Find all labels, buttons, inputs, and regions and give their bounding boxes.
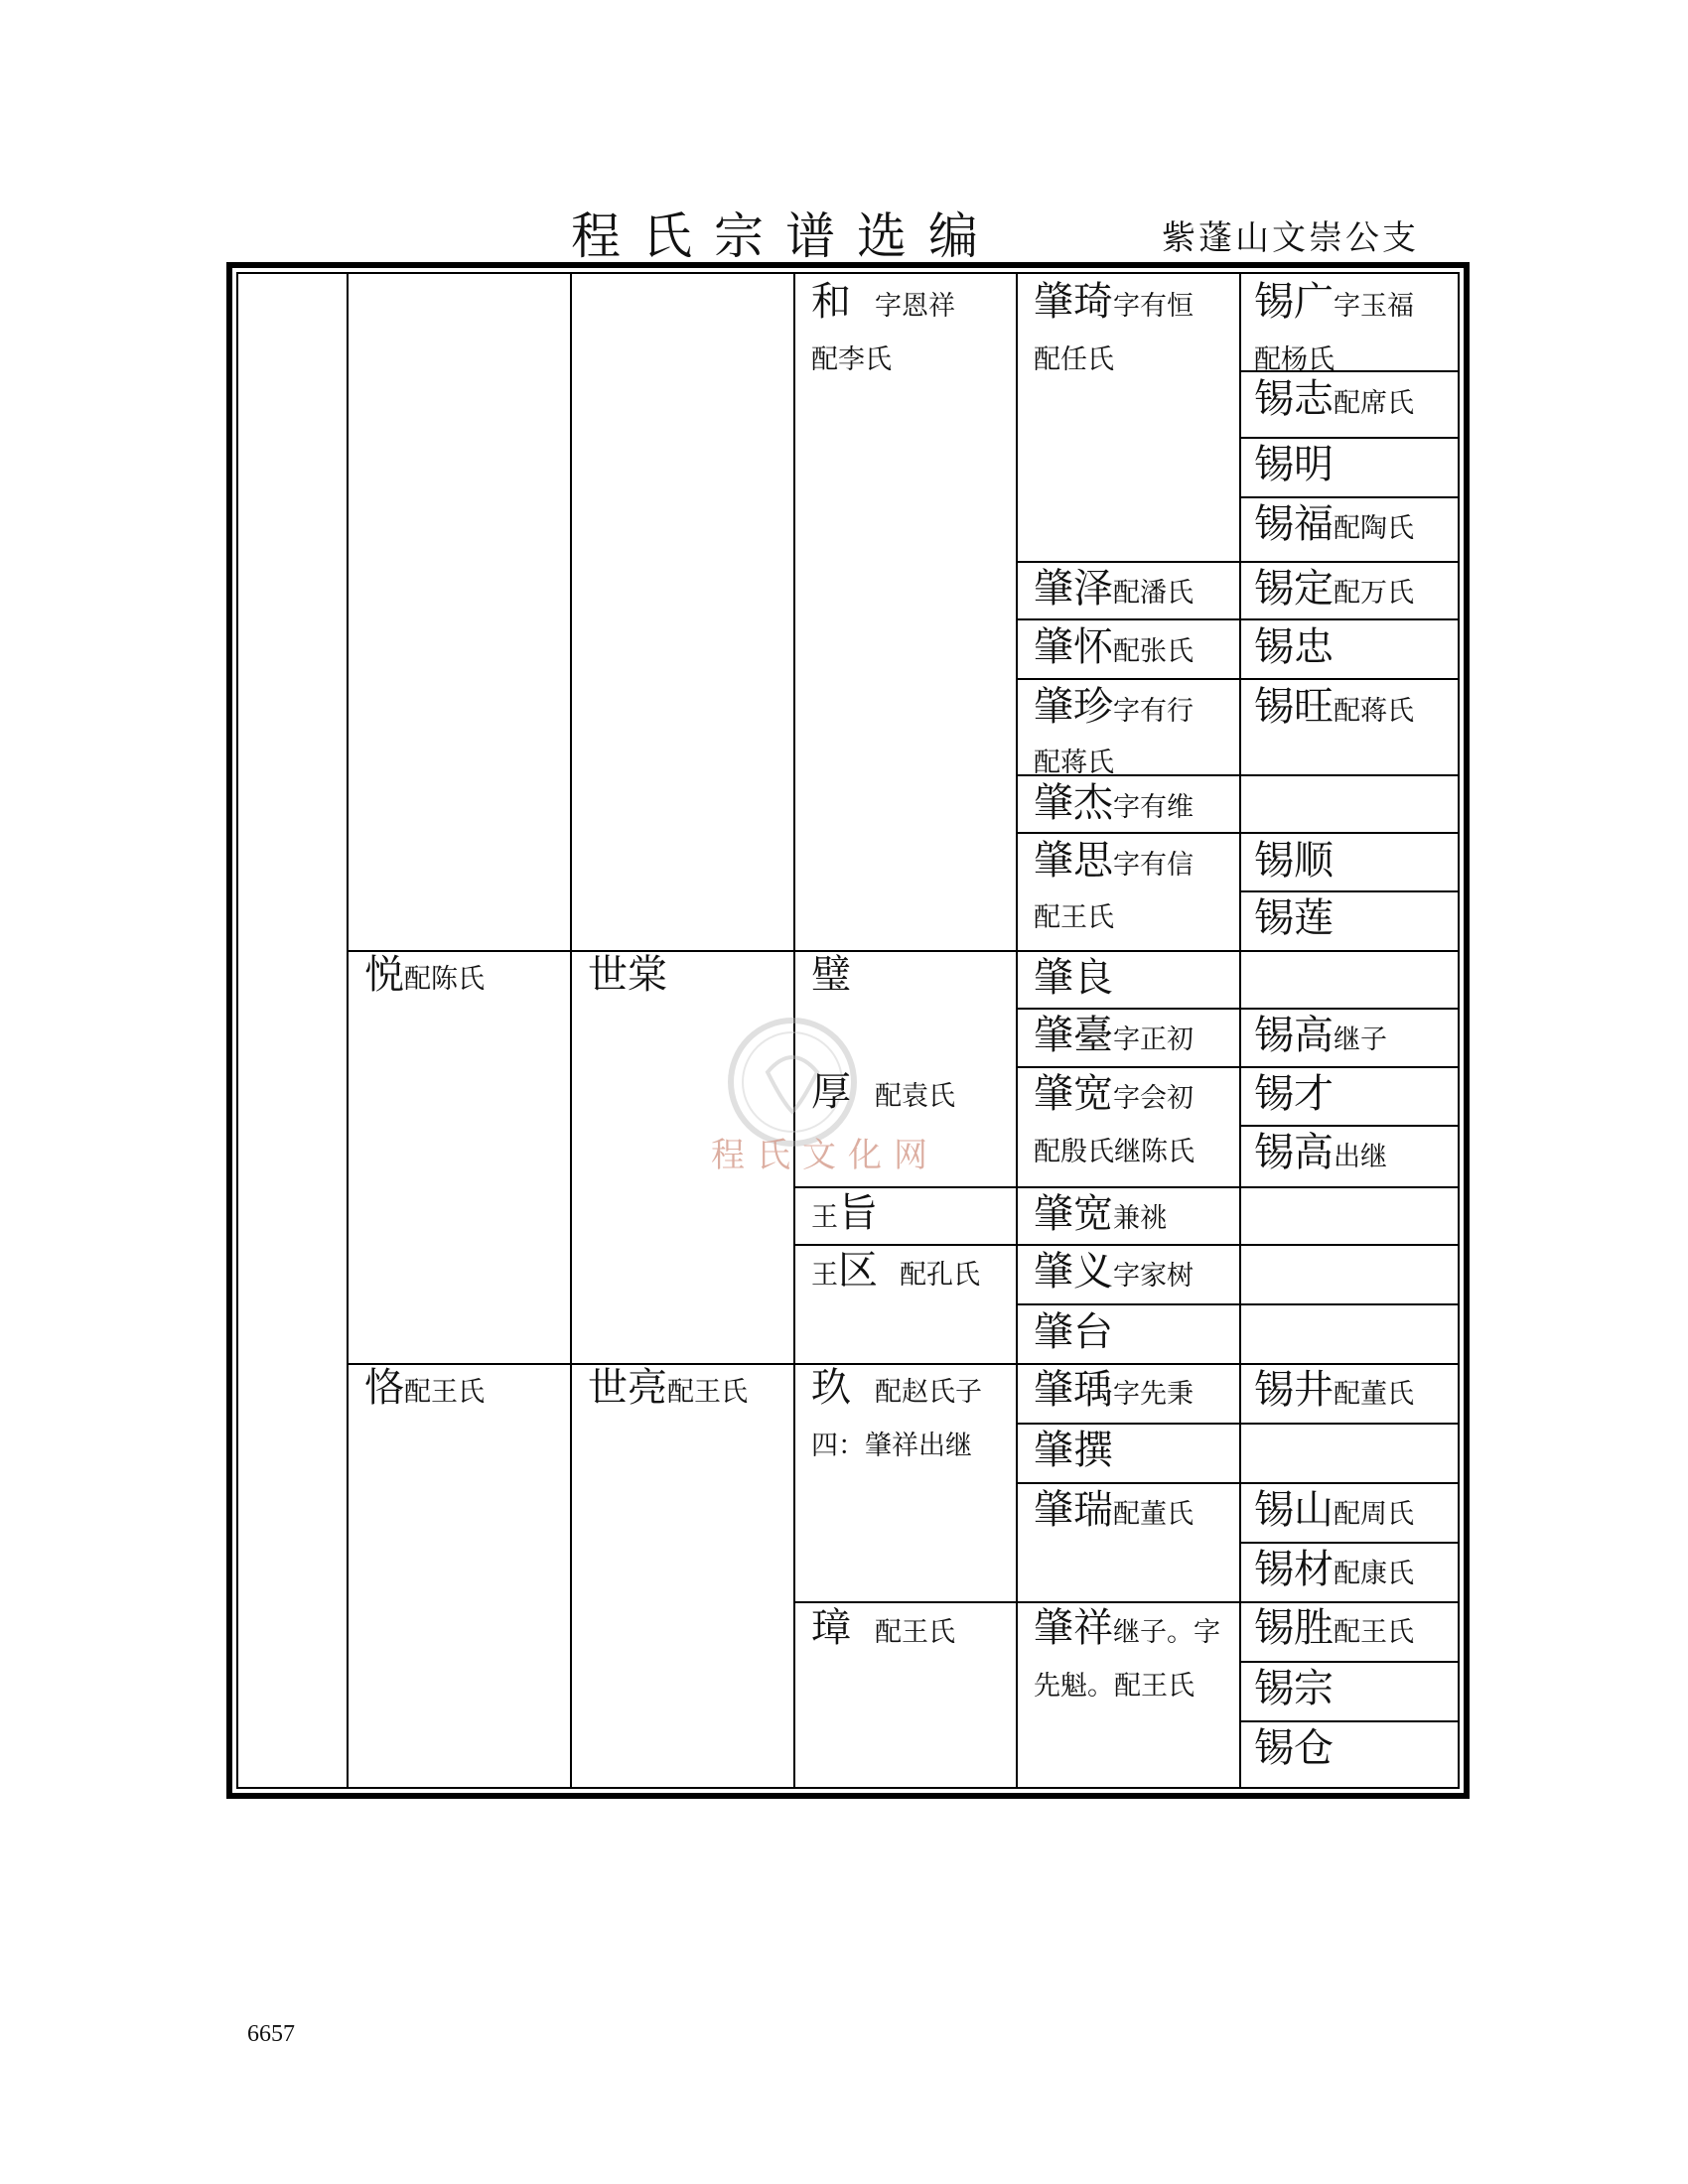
row-divider	[1016, 1303, 1460, 1305]
person-note: 四：肇祥出继	[811, 1431, 972, 1461]
person-xiding	[1254, 566, 1414, 612]
person-xizhi	[1254, 376, 1414, 422]
person-note: 字会初	[1113, 1083, 1194, 1114]
person-xigao1	[1254, 1013, 1387, 1058]
column-divider	[1016, 272, 1018, 1789]
person-note: 字先秉	[1113, 1379, 1194, 1410]
person-xilian	[1254, 895, 1334, 941]
person-note: 配王氏	[1334, 1617, 1414, 1648]
person-xiwang	[1254, 684, 1414, 730]
person-note: 字玉福	[1334, 291, 1414, 322]
person-xicang	[1254, 1725, 1334, 1771]
page-subtitle: 紫蓬山文崇公支	[1162, 218, 1419, 258]
person-xizhong	[1254, 624, 1334, 670]
person-jiu	[811, 1365, 982, 1411]
column-divider	[570, 272, 572, 1789]
person-name: 锡忠	[1254, 624, 1334, 670]
person-zhaoyi	[1034, 1249, 1194, 1295]
person-name: 肇杰	[1034, 780, 1113, 826]
person-name: 世亮	[588, 1365, 667, 1411]
person-xijing	[1254, 1367, 1414, 1413]
person-name: 锡仓	[1254, 1725, 1334, 1771]
person-yue	[364, 952, 485, 998]
person-note: 字有信	[1113, 850, 1194, 881]
person-name: 玖	[811, 1365, 851, 1411]
person-name: 锡顺	[1254, 838, 1334, 884]
row-divider	[347, 1363, 1460, 1365]
person-he	[811, 279, 955, 325]
person-note: 字正初	[1113, 1024, 1194, 1055]
person-zhaozhuan	[1034, 1428, 1113, 1473]
person-note: 配王氏	[404, 1377, 485, 1408]
person-note: 配李氏	[811, 344, 892, 375]
person-note: 配席氏	[1334, 388, 1414, 419]
person-xicai2	[1254, 1547, 1414, 1592]
page-title: 程氏宗谱选编	[571, 207, 1000, 265]
person-prefix: 王	[811, 1260, 838, 1291]
person-note: 配王氏	[1034, 902, 1114, 933]
person-name: 锡广	[1254, 279, 1334, 325]
person-note: 字有维	[1113, 792, 1194, 823]
person-zhaohuai	[1034, 624, 1194, 670]
person-name: 悦	[364, 952, 404, 998]
person-name: 和	[811, 279, 851, 325]
person-zhaotai2	[1034, 1309, 1113, 1355]
column-divider	[347, 272, 349, 1789]
row-divider	[1239, 890, 1460, 892]
person-name: 锡旺	[1254, 684, 1334, 730]
person-bi	[811, 952, 851, 998]
person-name: 锡明	[1254, 442, 1334, 487]
person-zhaokuan	[1034, 1071, 1194, 1117]
person-note: 继子	[1334, 1024, 1387, 1055]
person-xiguang	[1254, 279, 1414, 325]
person-note: 配王氏	[667, 1377, 748, 1408]
person-ximing	[1254, 442, 1334, 487]
person-zhaoliang	[1034, 955, 1113, 1001]
person-note: 字有恒	[1113, 291, 1194, 322]
row-divider	[1239, 1720, 1460, 1722]
person-xifu	[1254, 501, 1414, 547]
row-divider	[1239, 1661, 1460, 1663]
person-xigao2	[1254, 1130, 1387, 1175]
person-name: 区	[838, 1248, 878, 1294]
person-note: 配陈氏	[404, 964, 485, 995]
row-divider	[1016, 561, 1460, 563]
person-note: 继子。字	[1113, 1617, 1220, 1648]
person-note: 先魁。配王氏	[1034, 1671, 1195, 1702]
person-name: 肇臺	[1034, 1013, 1113, 1058]
person-name: 锡福	[1254, 501, 1334, 547]
person-xicai	[1254, 1071, 1334, 1117]
row-divider	[347, 950, 1460, 952]
person-name: 肇宽	[1034, 1191, 1113, 1237]
row-divider	[1016, 1066, 1460, 1068]
person-note: 配殷氏继陈氏	[1034, 1137, 1195, 1167]
person-note: 配董氏	[1113, 1499, 1194, 1530]
person-name: 肇泽	[1034, 566, 1113, 612]
person-name: 肇撰	[1034, 1428, 1113, 1473]
person-name: 璋	[811, 1605, 851, 1651]
person-name: 肇瑞	[1034, 1487, 1113, 1533]
person-zhaoqi	[1034, 279, 1194, 325]
person-note: 配蒋氏	[1034, 748, 1114, 778]
person-note: 配潘氏	[1113, 578, 1194, 609]
row-divider	[1016, 1423, 1460, 1425]
person-note: 出继	[1334, 1142, 1387, 1172]
person-name: 肇祥	[1034, 1605, 1113, 1651]
person-zhaoyu	[1034, 1367, 1194, 1413]
person-note: 配蒋氏	[1334, 696, 1414, 727]
row-divider	[1016, 832, 1460, 834]
column-divider	[1239, 272, 1241, 1789]
person-name: 肇琦	[1034, 279, 1113, 325]
person-note: 字有行	[1113, 696, 1194, 727]
person-name: 锡定	[1254, 566, 1334, 612]
person-name: 肇台	[1034, 1309, 1113, 1355]
person-name: 恪	[364, 1365, 404, 1411]
person-shitang	[588, 952, 667, 998]
person-name: 锡材	[1254, 1547, 1334, 1592]
person-shiliang	[588, 1365, 748, 1411]
person-name: 肇怀	[1034, 624, 1113, 670]
page-number: 6657	[247, 2021, 295, 2047]
row-divider	[793, 1601, 1460, 1603]
row-divider	[1239, 1125, 1460, 1127]
person-name: 锡莲	[1254, 895, 1334, 941]
watermark-text: 程氏文化网	[711, 1136, 939, 1175]
person-hou	[811, 1069, 955, 1115]
person-xishan	[1254, 1487, 1414, 1533]
person-note: 配陶氏	[1334, 513, 1414, 544]
row-divider	[1016, 678, 1460, 680]
person-zhaoxiang	[1034, 1605, 1220, 1651]
person-ge	[364, 1365, 485, 1411]
person-zhaorui	[1034, 1487, 1194, 1533]
person-note: 配赵氏子	[875, 1377, 982, 1408]
person-name: 肇宽	[1034, 1071, 1113, 1117]
row-divider	[1016, 1008, 1460, 1010]
person-zhaotai1	[1034, 1013, 1194, 1058]
person-note: 配袁氏	[875, 1081, 955, 1112]
person-name: 锡胜	[1254, 1605, 1334, 1651]
person-xizong	[1254, 1666, 1334, 1711]
person-name: 世棠	[588, 952, 667, 998]
person-name: 璧	[811, 952, 851, 998]
person-note: 配孔氏	[900, 1260, 980, 1291]
person-name: 肇珍	[1034, 684, 1113, 730]
person-note: 配康氏	[1334, 1559, 1414, 1589]
row-divider	[1239, 437, 1460, 439]
person-name: 厚	[811, 1069, 851, 1115]
person-zhaoze	[1034, 566, 1194, 612]
person-name: 锡高	[1254, 1130, 1334, 1175]
person-zhi	[811, 1190, 878, 1236]
row-divider	[1239, 1542, 1460, 1544]
row-divider	[1016, 618, 1460, 620]
person-zhaokuan2	[1034, 1191, 1167, 1237]
person-note: 配董氏	[1334, 1379, 1414, 1410]
person-note: 字家树	[1113, 1261, 1194, 1292]
person-name: 锡宗	[1254, 1666, 1334, 1711]
person-note: 字恩祥	[875, 291, 955, 322]
person-xishun	[1254, 838, 1334, 884]
person-xisheng	[1254, 1605, 1414, 1651]
person-name: 锡山	[1254, 1487, 1334, 1533]
person-name: 旨	[838, 1190, 878, 1236]
person-note: 兼祧	[1113, 1203, 1167, 1234]
person-name: 肇义	[1034, 1249, 1113, 1295]
person-note: 配周氏	[1334, 1499, 1414, 1530]
person-zhaosi	[1034, 838, 1194, 884]
person-name: 肇瑀	[1034, 1367, 1113, 1413]
person-qu	[811, 1248, 980, 1294]
person-prefix: 王	[811, 1202, 838, 1233]
person-note: 配张氏	[1113, 636, 1194, 667]
row-divider	[1016, 1482, 1460, 1484]
person-name: 锡高	[1254, 1013, 1334, 1058]
person-zhaozhen	[1034, 684, 1194, 730]
person-note: 配杨氏	[1254, 344, 1335, 375]
person-name: 锡志	[1254, 376, 1334, 422]
person-name: 肇思	[1034, 838, 1113, 884]
person-name: 锡井	[1254, 1367, 1334, 1413]
row-divider	[793, 1186, 1460, 1188]
person-note: 配王氏	[875, 1617, 955, 1648]
person-zhang	[811, 1605, 955, 1651]
person-note: 配万氏	[1334, 578, 1414, 609]
person-name: 肇良	[1034, 955, 1113, 1001]
person-note: 配任氏	[1034, 344, 1114, 375]
person-name: 锡才	[1254, 1071, 1334, 1117]
person-zhaojie	[1034, 780, 1194, 826]
row-divider	[793, 1244, 1460, 1246]
row-divider	[1239, 496, 1460, 498]
